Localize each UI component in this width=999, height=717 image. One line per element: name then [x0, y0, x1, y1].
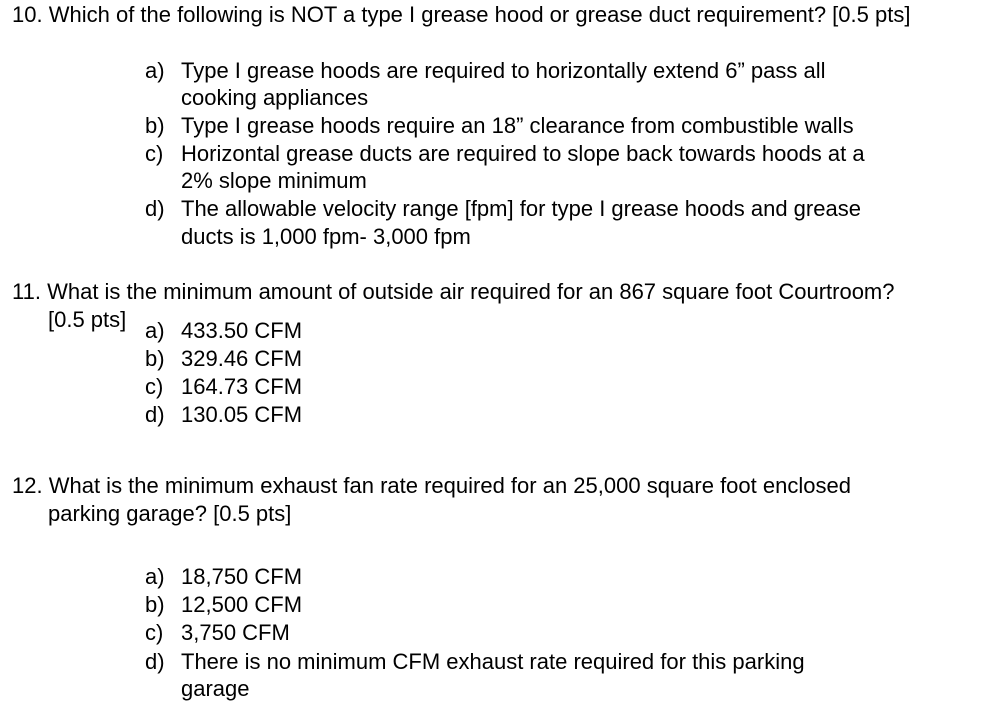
- q10-option-c-line1: Horizontal grease ducts are required to slope back towards hoods at a: [181, 141, 865, 166]
- question-text: What is the minimum exhaust fan rate required for an 25,000 square foot enclosed: [48, 473, 851, 498]
- q10-option-c-letter: c): [145, 141, 164, 166]
- question-12: [12, 473, 851, 499]
- q12-option-b-letter: b): [145, 592, 165, 617]
- q11-option-a-letter: a): [145, 318, 165, 343]
- q11-option-b-letter: b): [145, 346, 165, 371]
- question-text: What is the minimum amount of outside air required for an 867 square foot Courtroom?: [47, 279, 895, 304]
- q10-option-a-line1: Type I grease hoods are required to horizontally extend 6” pass all: [181, 58, 826, 83]
- question-number: 10.: [12, 2, 43, 27]
- question-number: 11.: [12, 279, 41, 304]
- question-text: Which of the following is NOT a type I grease hood or grease duct requirement? [0.5 pts]: [48, 2, 911, 27]
- question-11-points: [0.5 pts]: [48, 307, 127, 332]
- q12-option-a-letter: a): [145, 564, 165, 589]
- q10-option-c-line2: 2% slope minimum: [181, 168, 367, 193]
- q11-option-c-letter: c): [145, 374, 164, 399]
- q10-option-d-letter: d): [145, 196, 165, 221]
- q11-option-d-letter: d): [145, 402, 165, 427]
- question-12-line2: parking garage? [0.5 pts]: [48, 501, 292, 526]
- q12-option-d-letter: d): [145, 649, 165, 674]
- q11-option-a-text: 433.50 CFM: [181, 318, 303, 343]
- q12-option-b-line1: 12,500 CFM: [181, 592, 303, 617]
- q10-option-d-line2: ducts is 1,000 fpm- 3,000 fpm: [181, 224, 471, 249]
- q10-option-d-line1: The allowable velocity range [fpm] for type I grease hoods and grease: [181, 196, 861, 221]
- q10-option-b-letter: b): [145, 113, 165, 138]
- q12-option-c-letter: c): [145, 620, 164, 645]
- q10-option-a-line2: cooking appliances: [181, 85, 369, 110]
- question-10: [12, 2, 910, 28]
- q12-option-c-line1: 3,750 CFM: [181, 620, 290, 645]
- q11-option-c-text: 164.73 CFM: [181, 374, 303, 399]
- q11-option-d-text: 130.05 CFM: [181, 402, 303, 427]
- q11-option-b-text: 329.46 CFM: [181, 346, 303, 371]
- q12-option-a-line1: 18,750 CFM: [181, 564, 303, 589]
- q10-option-a-letter: a): [145, 58, 165, 83]
- question-11: [12, 279, 895, 305]
- question-number: 12.: [12, 473, 43, 498]
- q10-option-b-line1: Type I grease hoods require an 18” clearance from combustible walls: [181, 113, 854, 138]
- q12-option-d-line1: There is no minimum CFM exhaust rate required for this parking: [181, 649, 805, 674]
- q12-option-d-line2: garage: [181, 676, 250, 701]
